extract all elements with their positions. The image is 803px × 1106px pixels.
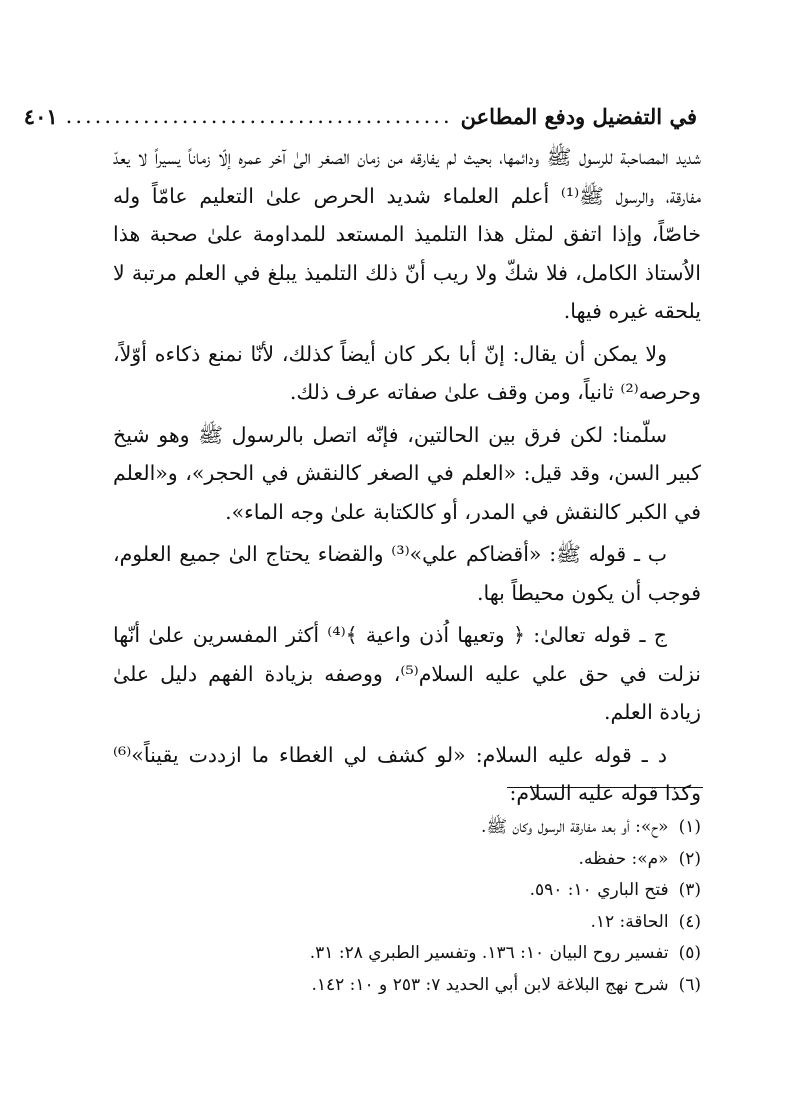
paragraph: ج ـ قوله تعالىٰ: ﴿ وتعيها اُذن واعية ﴾⁽⁴⁾ أكثر المفسرين علىٰ أنّها نزلت في حق علي عليه السلام⁽⁵⁾، ووصفه بزيادة الفهم دليل علىٰ زيادة العلم. [113,623,702,724]
running-header [23,96,697,136]
header-leader-dots: ........................................ [65,104,453,128]
footnote-text: شرح نهج البلاغة لابن أبي الحديد ٧: ٢٥٣ و ١٠: ١٤٢. [311,974,669,995]
paragraph: شديد المصاحبة للرسول ﷺ ودائمها، بحيث لم يفارقه من زمان الصغر الىٰ آخر عمره إلّا زماناً يسيراً لا يعدّ مفارقة، والرسول ﷺ⁽¹⁾ أعلم العلماء شديد الحرص علىٰ التعليم عامّاً وله خاصّاً، وإذا اتفق لمثل هذا التلميذ المستعد للمداومة علىٰ صحبة هذا الاُستاذ الكامل، فلا شكّ ولا ريب أنّ ذلك التلميذ يبلغ في العلم مرتبة لا يلحقه غيره فيها. [113,145,701,323]
paragraph: ب ـ قوله ﷺ: «أقضاكم علي»⁽³⁾ والقضاء يحتاج الىٰ جميع العلوم، فوجب أن يكون محيطاً بها. [113,542,701,605]
footnote-number: (١) [678,817,701,837]
footnotes [113,812,701,1001]
paragraph: ولا يمكن أن يقال: إنّ أبا بكر كان أيضاً كذلك، لأنّا نمنع ذكاءه أوّلاً، وحرصه⁽²⁾ ثانياً، ومن وقف علىٰ صفاته عرف ذلك. [113,341,701,404]
footnote-item [113,875,701,907]
footnote-number: (٦) [678,974,701,995]
footnote-item [113,938,701,970]
footnote-number: (٢) [678,848,701,869]
footnote-separator [507,787,703,788]
footnote-text: الحاقة: ١٢. [590,911,669,932]
footnote-number: (٥) [678,943,701,963]
main-text [113,138,701,813]
footnote-number: (٤) [678,911,701,932]
chapter-title: في التفضيل ودفع المطاعن [460,103,697,129]
footnote-text: تفسير روح البيان ١٠: ١٣٦. وتفسير الطبري ٢٨: ٣١. [309,943,669,963]
footnote-item [113,844,701,876]
paragraph: سلّمنا: لكن فرق بين الحالتين، فإنّه اتصل بالرسول ﷺ وهو شيخ كبير السن، وقد قيل: «العلم في الصغر كالنقش في الحجر»، و«العلم في الكبر كالنقش في المدر، أو كالكتابة علىٰ وجه الماء». [113,422,701,524]
footnote-item [113,907,701,939]
footnote-number: (٣) [678,880,701,900]
footnote-text: «ح»: أو بعد مفارقة الرسول وكان ﷺ. [481,817,669,837]
paragraph: د ـ قوله عليه السلام: «لو كشف لي الغطاء ما ازددت يقيناً»⁽⁶⁾ وكذا قوله عليه السلام: [113,742,701,805]
footnote-text: فتح الباري ١٠: ٥٩٠. [529,880,669,900]
footnote-item [113,812,701,844]
page-number: ٤٠١ [23,103,58,129]
footnote-item [113,970,701,1002]
footnote-text: «م»: حفظه. [578,848,669,869]
